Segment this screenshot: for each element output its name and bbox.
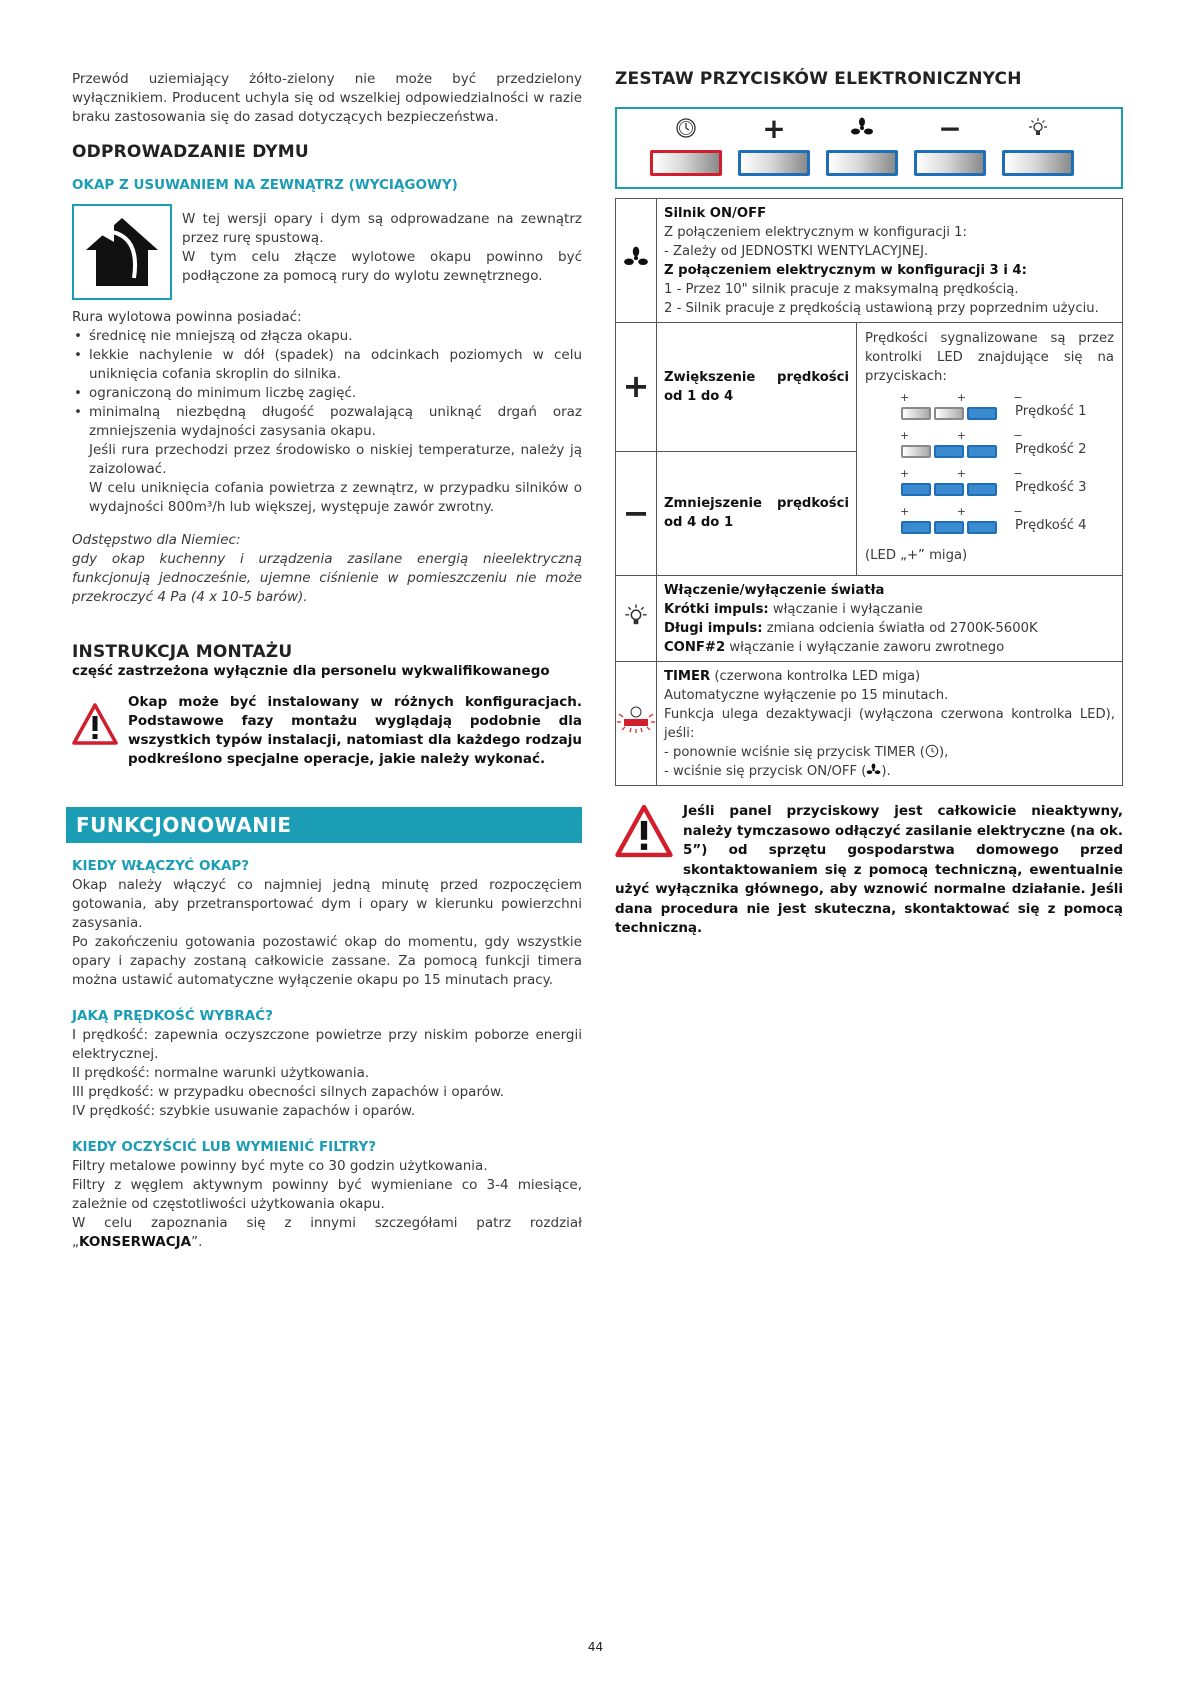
install-warning-text: Okap może być instalowany w różnych konfiguracjach. Podstawowe fazy montażu wyglądają podobnie dla wszystkich typów instalacji, natomiast dla każdego rodzaju podkreślono specjalne operacje, jakie należy wykonać. (128, 694, 582, 767)
speed-line: IV prędkość: szybkie usuwanie zapachów i oparów. (72, 1103, 416, 1119)
filters-title: KIEDY OCZYŚCIĆ LUB WYMIENIĆ FILTRY? (72, 1139, 377, 1155)
external-p2: W tym celu złącze wylotowe okapu powinno być podłączone za pomocą rury do wylotu zewnętrznego. (182, 249, 582, 284)
timer-text: (czerwona kontrolka LED miga) (710, 668, 921, 684)
fan-button[interactable] (826, 150, 898, 176)
speed-line: III prędkość: w przypadku obecności silnych zapachów i oparów. (72, 1084, 505, 1100)
table-row (616, 576, 1123, 662)
speed-3-leds (901, 480, 1000, 499)
speed-line: I prędkość: zapewnia oczyszczone powietrze przy niskim poborze energii elektrycznej. (72, 1027, 582, 1062)
house-exhaust-icon (72, 204, 172, 300)
external-title: OKAP Z USUWANIEM NA ZEWNĄTRZ (WYCIĄGOWY) (72, 177, 458, 193)
led-cell (857, 323, 1123, 576)
keyboard-panel (615, 107, 1123, 189)
functions-table (615, 198, 1123, 786)
fan-cell (616, 199, 657, 323)
panel-warning (615, 802, 1123, 939)
increase-label: Zwiększenie prędkości od 1 do 4 (657, 323, 857, 452)
right-column (615, 70, 1123, 939)
page-number: 44 (587, 1640, 604, 1654)
filters-p3-chapter: KONSERWACJA (79, 1234, 192, 1250)
timer-blink-icon (616, 704, 656, 738)
speed-4-leds (901, 518, 1000, 537)
timer-line: Funkcja ulega dezaktywacji (wyłączona czerwona kontrolka LED), jeśli: (664, 706, 1115, 741)
when-title: KIEDY WŁĄCZYĆ OKAP? (72, 858, 250, 874)
speed-2-leds (901, 442, 1000, 461)
timer-label: TIMER (664, 668, 711, 684)
filters-p3 (72, 1214, 582, 1252)
timer-line: - wciśnie się przycisk ON/OFF ( (664, 763, 867, 779)
table-row (616, 323, 1123, 452)
speed-1-leds (901, 404, 1000, 423)
section-band: FUNKCJONOWANIE (66, 807, 582, 843)
motor-title: Silnik ON/OFF (664, 205, 767, 221)
motor-line: Z połączeniem elektrycznym w konfiguracji 1: (664, 224, 967, 240)
light-title: Włączenie/wyłączenie światła (664, 582, 885, 598)
germany-text: gdy okap kuchenny i urządzenia zasilane energią nieelektryczną funkcjonują jednocześnie, ujemne ciśnienie w pomieszczeniu nie może przekroczyć 4 Pa (4 x 10-5 barów). (72, 551, 582, 605)
plus-icon: + (616, 323, 657, 452)
timer-line: Automatyczne wyłączenie po 15 minutach. (664, 687, 949, 703)
light-long-text: zmiana odcienia światła od 2700K-5600K (762, 620, 1038, 636)
smoke-title: ODPROWADZANIE DYMU (72, 142, 309, 162)
motor-cell (657, 199, 1123, 323)
list-item: • minimalną niezbędną długość pozwalającą uniknąć drgań oraz zmniejszenia wydajności zasysania okapu. (72, 403, 582, 441)
timer-cell (616, 662, 657, 786)
motor-line: - Zależy od JEDNOSTKI WENTYLACYJNEJ. (664, 243, 929, 259)
pipe-list (72, 327, 582, 441)
minus-icon: − (616, 451, 657, 575)
speed-3-label: Prędkość 3 (1015, 480, 1087, 495)
list-item: • lekkie nachylenie w dół (spadek) na odcinkach poziomych w celu uniknięcia cofania skroplin do silnika. (72, 346, 582, 384)
table-row (616, 199, 1123, 323)
pipe-intro: Rura wylotowa powinna posiadać: (72, 309, 302, 325)
led-diagram: + + − Prędkość 1 + + − Prędkość 2 + + − Prędkość 3 + + − Prędkość 4 (LED „+” miga) (865, 391, 1087, 563)
filters-p2: Filtry z węglem aktywnym powinny być wymieniane co 3-4 miesiące, zależnie od częstotliwości użytkowania okapu. (72, 1177, 582, 1212)
light-conf-label: CONF#2 (664, 639, 726, 655)
external-block (72, 204, 582, 300)
decrease-label: Zmniejszenie prędkości od 4 do 1 (657, 451, 857, 575)
motor-line: 1 - Przez 10" silnik pracuje z maksymalną prędkością. (664, 281, 1019, 297)
speed-1-label: Prędkość 1 (1015, 404, 1087, 419)
light-short-label: Krótki impuls: (664, 601, 769, 617)
plus-icon: + (762, 112, 786, 145)
timer-line-end: ), (938, 744, 949, 760)
led-blink-note: (LED „+” miga) (865, 548, 968, 563)
light-short-text: włączanie i wyłączanie (768, 601, 923, 617)
timer-icon (650, 117, 722, 145)
timer-line-end: ). (881, 763, 891, 779)
speed-title: JAKĄ PRĘDKOŚĆ WYBRAĆ? (72, 1008, 273, 1024)
install-warning (72, 693, 582, 769)
light-desc (657, 576, 1123, 662)
light-icon (622, 603, 650, 629)
light-button[interactable] (1002, 150, 1074, 176)
germany-title: Odstępstwo dla Niemiec: (72, 532, 241, 548)
table-row (616, 662, 1123, 786)
filters-p3-text: W celu zapoznania się z innymi szczegółami patrz rozdział „ (72, 1215, 582, 1250)
when-p1: Okap należy włączyć co najmniej jedną minutę przed rozpoczęciem gotowania, aby przetransportować dym i opary w kierunku powierzchni zasysania. (72, 877, 582, 931)
motor-line: 2 - Silnik pracuje z prędkością ustawioną przy poprzednim użyciu. (664, 300, 1099, 316)
keyboard-title: ZESTAW PRZYCISKÓW ELEKTRONICZNYCH (615, 69, 1022, 89)
timer-button[interactable] (650, 150, 722, 176)
pipe-note-2: W celu uniknięcia cofania powietrza z zewnątrz, w przypadku silników o wydajności 800m³/h lub większej, występuje zawór zwrotny. (89, 480, 582, 515)
list-item: • ograniczoną do minimum liczbę zagięć. (72, 384, 582, 403)
speed-4-label: Prędkość 4 (1015, 518, 1087, 533)
external-p1: W tej wersji opary i dym są odprowadzane na zewnątrz przez rurę spustową. (182, 211, 582, 246)
pipe-note-1: Jeśli rura przechodzi przez środowisko o niskiej temperaturze, należy ją zaizolować. (89, 442, 582, 477)
plus-button[interactable] (738, 150, 810, 176)
list-item: • średnicę nie mniejszą od złącza okapu. (72, 327, 582, 346)
panel-warning-text: Jeśli panel przyciskowy jest całkowicie nieaktywny, należy tymczasowo odłączyć zasilanie elektryczne (na ok. 5”) od sprzętu gospodarstwa domowego przed skontaktowaniem się z pomocą techniczną, ewentualnie użyć wyłącznika głównego, aby wznowić normalne działanie. Jeśli dana procedura nie jest skuteczna, skontaktować się z pomocą techniczną. (615, 803, 1123, 936)
filters-p3-end: ”. (191, 1234, 203, 1250)
speed-2-label: Prędkość 2 (1015, 442, 1087, 457)
warning-icon (72, 703, 118, 751)
intro-text: Przewód uziemiający żółto-zielony nie może być przedzielony wyłącznikiem. Producent uchyla się od wszelkiej odpowiedzialności w razie braku zastosowania się do zasad dotyczących bezpieczeństwa. (72, 71, 582, 125)
speed-line: II prędkość: normalne warunki użytkowania. (72, 1065, 370, 1081)
left-column (72, 70, 582, 1252)
led-note: Prędkości sygnalizowane są przez kontrolki LED znajdujące się na przyciskach: (865, 331, 1114, 384)
light-conf-text: włączanie i wyłączanie zaworu zwrotnego (725, 639, 1005, 655)
when-p2: Po zakończeniu gotowania pozostawić okap do momentu, gdy wszystkie opary i zapachy zostaną całkowicie zassane. Za pomocą funkcji timera można ustawić automatyczne wyłączenie okapu po 15 minutach pracy. (72, 934, 582, 988)
light-icon (1002, 117, 1074, 145)
fan-icon (826, 117, 898, 145)
minus-button[interactable] (914, 150, 986, 176)
fan-icon (623, 246, 649, 270)
fan-icon (866, 763, 881, 777)
minus-icon: − (938, 112, 962, 145)
light-cell (616, 576, 657, 662)
install-title: INSTRUKCJA MONTAŻU (72, 642, 293, 662)
warning-icon (615, 804, 673, 864)
install-subtitle: część zastrzeżona wyłącznie dla personelu wykwalifikowanego (72, 663, 550, 679)
timer-icon (925, 744, 939, 758)
light-long-label: Długi impuls: (664, 620, 763, 636)
timer-line: - ponownie wciśnie się przycisk TIMER ( (664, 744, 925, 760)
filters-p1: Filtry metalowe powinny być myte co 30 godzin użytkowania. (72, 1158, 488, 1174)
motor-line: Z połączeniem elektrycznym w konfiguracji 3 i 4: (664, 262, 1027, 278)
timer-desc (657, 662, 1123, 786)
